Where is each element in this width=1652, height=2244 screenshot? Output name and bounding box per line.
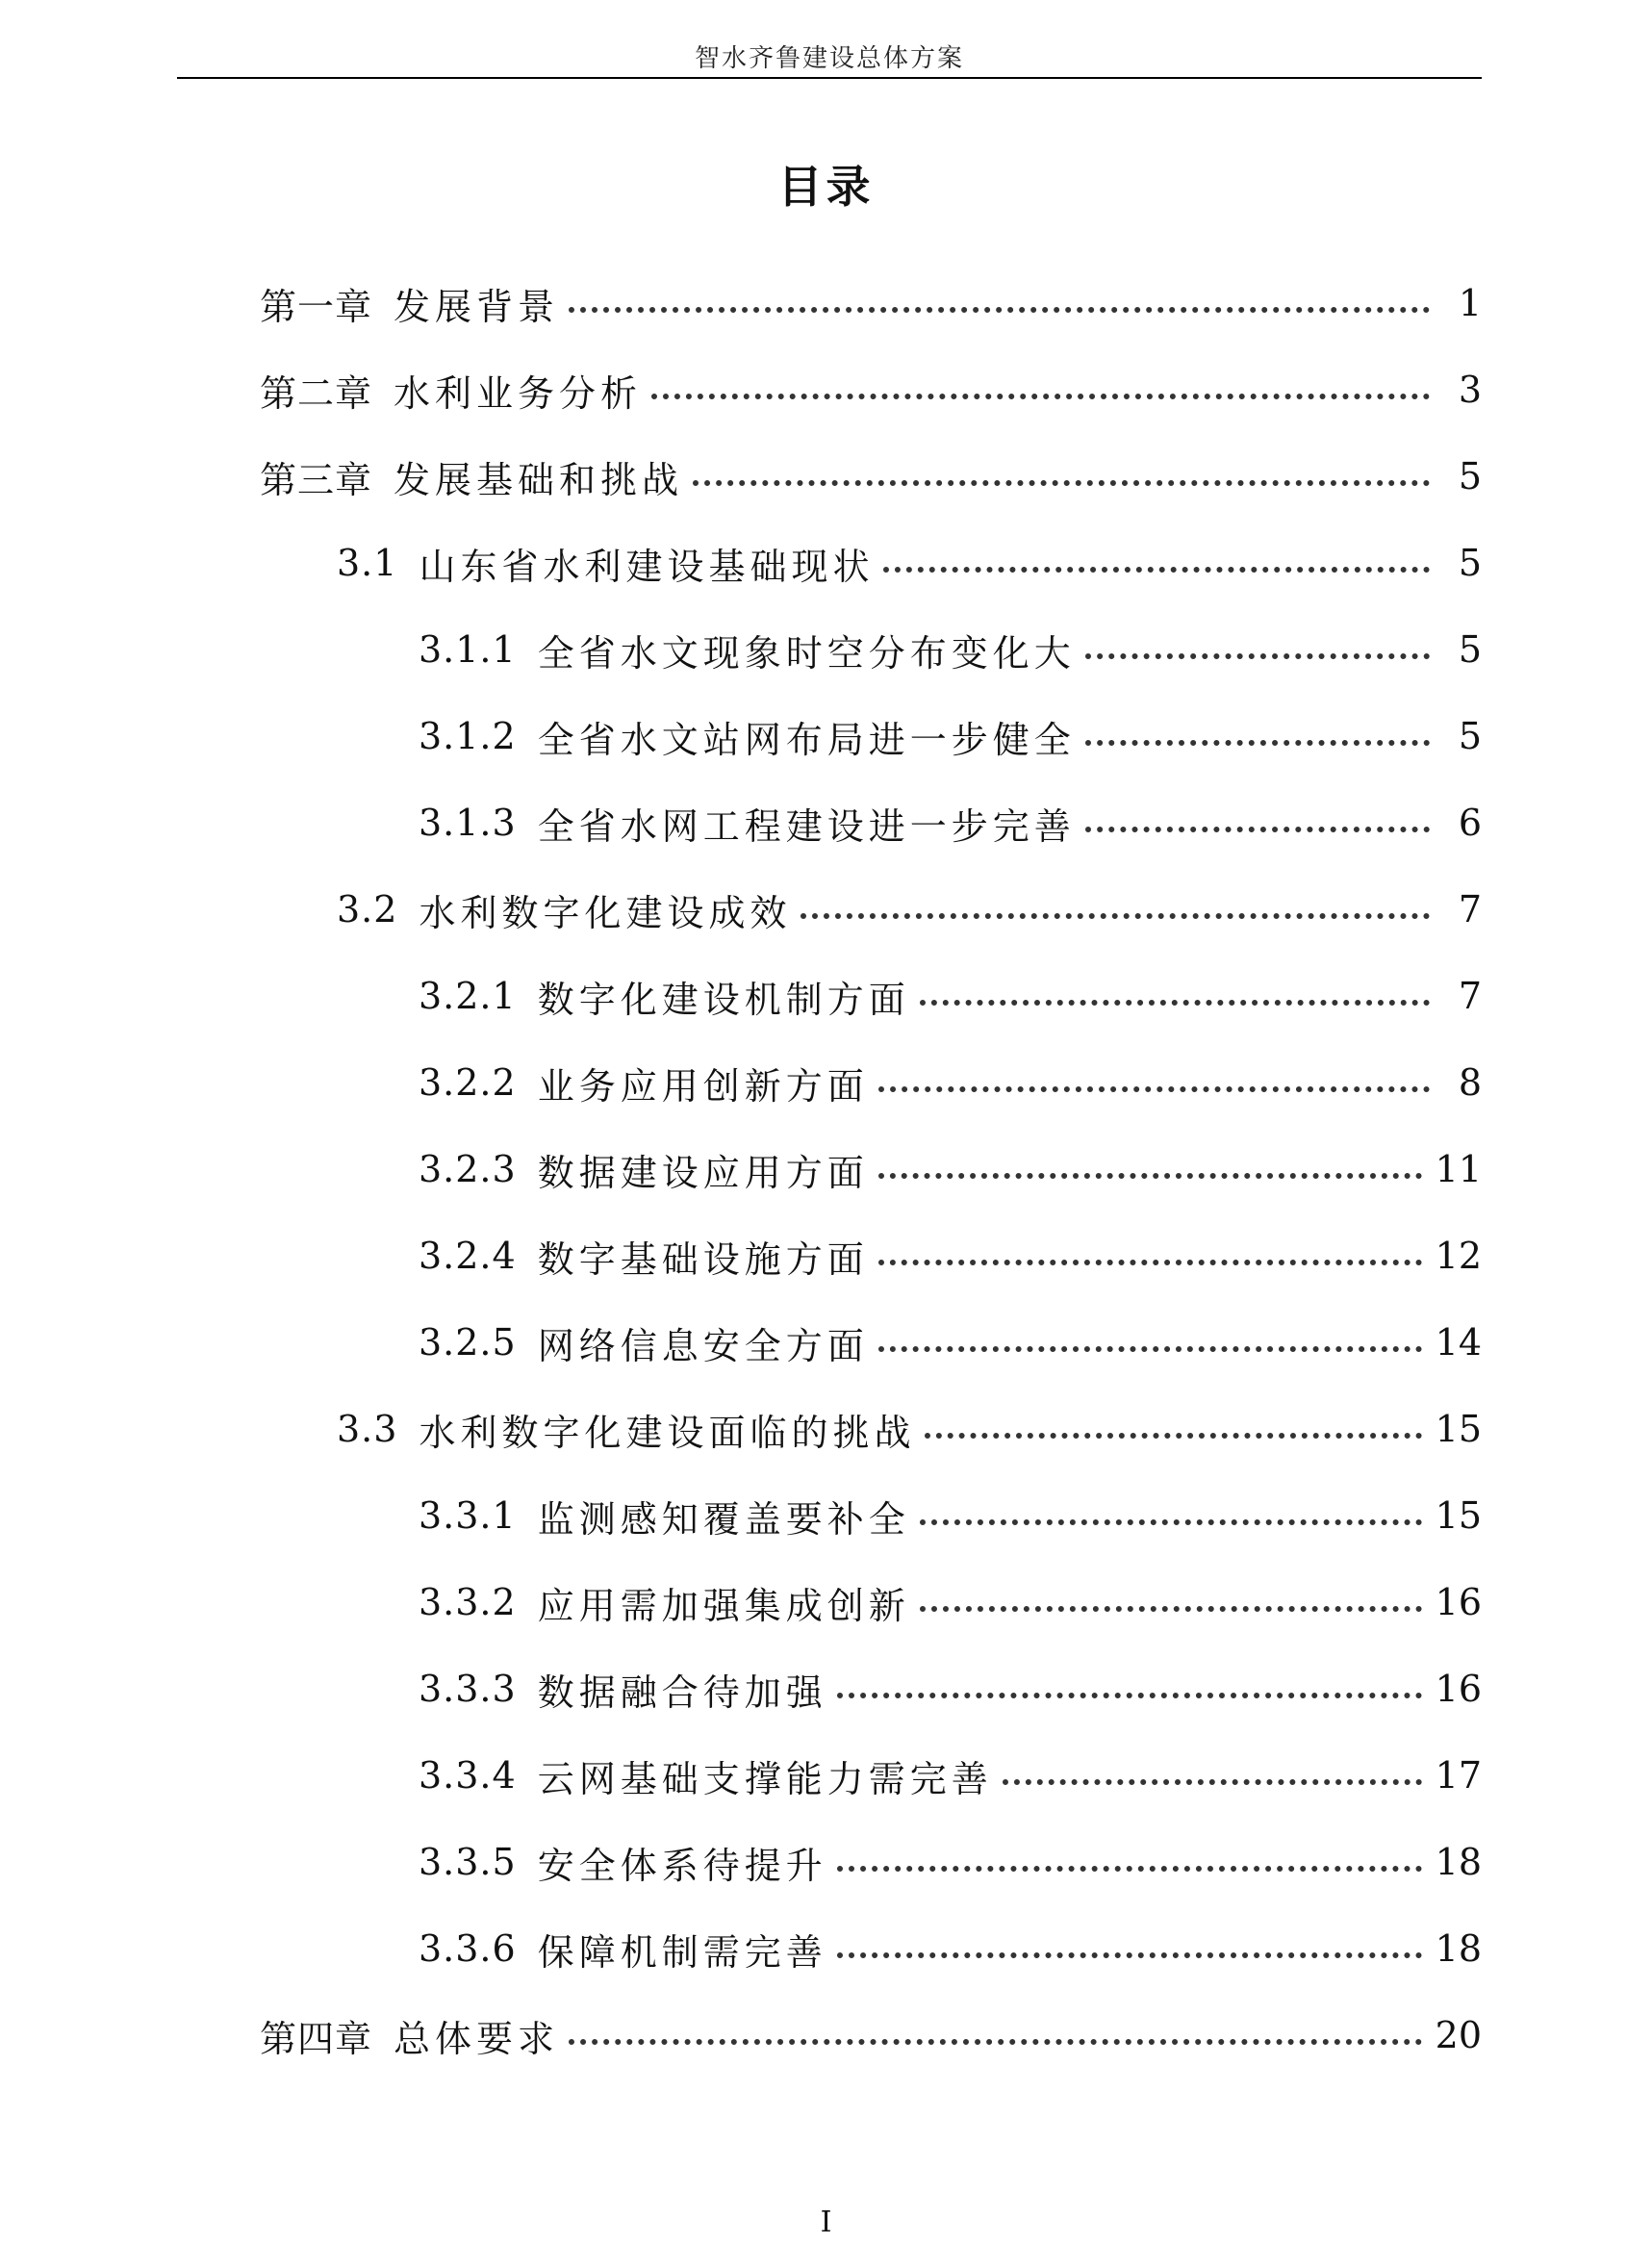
toc-entry[interactable] [0,953,1652,1039]
toc-entry-title: 保障机制需完善 [537,1930,827,1974]
toc-dot-leader [920,1000,1430,1006]
toc-entry[interactable] [0,1645,1652,1732]
toc-entry-page: 7 [1458,975,1482,1017]
header-divider [177,77,1482,79]
toc-dot-leader [878,1346,1422,1352]
toc-dot-leader [837,1693,1422,1698]
toc-entry[interactable] [0,1299,1652,1386]
toc-entry-title: 发展背景 [394,285,560,328]
toc-entry-page: 8 [1458,1061,1482,1104]
toc-dot-leader [1003,1779,1422,1785]
toc-entry-page: 5 [1458,628,1482,671]
toc-entry[interactable] [0,1126,1652,1212]
toc-dot-leader [569,2039,1422,2045]
toc-dot-leader [837,1952,1422,1958]
toc-entry-title: 水利数字化建设面临的挑战 [419,1411,916,1454]
toc-entry-title: 业务应用创新方面 [537,1064,869,1108]
toc-entry-number: 3.2.3 [419,1148,517,1190]
toc-entry-number: 3.2 [337,888,398,931]
toc-entry-number: 3.3.3 [419,1668,517,1710]
toc-entry-title: 水利业务分析 [394,371,643,415]
table-of-contents [0,260,1652,2078]
toc-dot-leader [878,1173,1422,1179]
toc-dot-leader [651,394,1430,399]
toc-entry-number: 第一章 [260,285,373,328]
toc-entry[interactable] [0,1732,1652,1819]
toc-entry[interactable] [0,346,1652,433]
page-number: I [820,2206,832,2239]
toc-entry-page: 18 [1435,1841,1482,1883]
toc-entry-title: 数字基础设施方面 [537,1237,869,1281]
toc-entry[interactable] [0,1819,1652,1905]
toc-entry-title: 山东省水利建设基础现状 [419,545,875,588]
toc-entry[interactable] [0,693,1652,779]
toc-entry-number: 第二章 [260,371,373,415]
toc-entry-number: 3.1.3 [419,802,517,844]
toc-entry-title: 云网基础支撑能力需完善 [537,1757,993,1800]
toc-entry-title: 总体要求 [394,2017,560,2060]
toc-entry-number: 第三章 [260,458,373,501]
toc-entry-page: 15 [1435,1408,1482,1450]
toc-entry-page: 14 [1435,1321,1482,1364]
toc-entry-title: 数据融合待加强 [537,1670,827,1714]
toc-entry-title: 水利数字化建设成效 [419,891,792,934]
toc-dot-leader [920,1606,1422,1612]
running-header: 智水齐鲁建设总体方案 [694,44,964,73]
toc-entry-page: 5 [1458,455,1482,497]
toc-entry-title: 全省水文站网布局进一步健全 [537,718,1076,761]
toc-dot-leader [920,1519,1422,1525]
toc-dot-leader [925,1433,1421,1439]
toc-entry-number: 3.2.2 [419,1061,517,1104]
toc-entry-number: 3.3.5 [419,1841,517,1883]
toc-dot-leader [878,1086,1430,1092]
toc-entry-title: 数据建设应用方面 [537,1151,869,1194]
toc-entry-title: 数字化建设机制方面 [537,978,910,1021]
toc-entry[interactable] [0,1212,1652,1299]
toc-entry-page: 5 [1458,542,1482,584]
toc-entry-page: 17 [1435,1754,1482,1797]
toc-entry[interactable] [0,1992,1652,2078]
toc-entry-title: 全省水文现象时空分布变化大 [537,631,1076,675]
toc-dot-leader [801,913,1430,919]
toc-title: 目录 [777,161,875,213]
toc-entry-page: 1 [1458,282,1482,324]
toc-entry-number: 3.3.4 [419,1754,517,1797]
toc-entry-number: 3.3.1 [419,1494,517,1537]
toc-entry-page: 16 [1435,1581,1482,1623]
toc-entry-number: 3.1 [337,542,398,584]
toc-entry-page: 16 [1435,1668,1482,1710]
toc-entry-page: 6 [1458,802,1482,844]
toc-entry-page: 7 [1458,888,1482,931]
toc-entry[interactable] [0,1472,1652,1559]
toc-entry-title: 应用需加强集成创新 [537,1584,910,1627]
toc-entry[interactable] [0,779,1652,866]
toc-entry-number: 3.2.5 [419,1321,517,1364]
toc-entry[interactable] [0,866,1652,953]
toc-entry[interactable] [0,1559,1652,1645]
toc-entry-title: 安全体系待提升 [537,1844,827,1887]
toc-entry-title: 全省水网工程建设进一步完善 [537,804,1076,848]
toc-entry[interactable] [0,260,1652,346]
toc-entry[interactable] [0,433,1652,520]
toc-entry-number: 3.3 [337,1408,398,1450]
toc-entry-title: 发展基础和挑战 [394,458,684,501]
toc-entry-page: 18 [1435,1927,1482,1970]
toc-entry-page: 3 [1458,369,1482,411]
toc-entry[interactable] [0,520,1652,606]
toc-entry-number: 3.2.4 [419,1235,517,1277]
toc-entry-number: 3.1.2 [419,715,517,757]
toc-entry-title: 监测感知覆盖要补全 [537,1497,910,1541]
toc-entry-page: 12 [1435,1235,1482,1277]
toc-dot-leader [569,307,1430,313]
toc-dot-leader [1085,740,1430,746]
toc-dot-leader [1085,653,1430,659]
toc-entry-title: 网络信息安全方面 [537,1324,869,1367]
toc-entry-number: 3.1.1 [419,628,517,671]
toc-entry-number: 第四章 [260,2017,373,2060]
toc-dot-leader [837,1866,1422,1872]
toc-entry-page: 20 [1435,2014,1482,2056]
toc-dot-leader [883,567,1430,573]
toc-entry[interactable] [0,1386,1652,1472]
toc-entry-page: 15 [1435,1494,1482,1537]
toc-entry-number: 3.2.1 [419,975,517,1017]
toc-entry[interactable] [0,1039,1652,1126]
toc-entry-number: 3.3.6 [419,1927,517,1970]
toc-entry-number: 3.3.2 [419,1581,517,1623]
toc-dot-leader [1085,827,1430,832]
toc-dot-leader [693,480,1430,486]
toc-entry-page: 5 [1458,715,1482,757]
toc-entry[interactable] [0,1905,1652,1992]
toc-dot-leader [878,1260,1422,1265]
toc-entry-page: 11 [1435,1148,1482,1190]
toc-entry[interactable] [0,606,1652,693]
